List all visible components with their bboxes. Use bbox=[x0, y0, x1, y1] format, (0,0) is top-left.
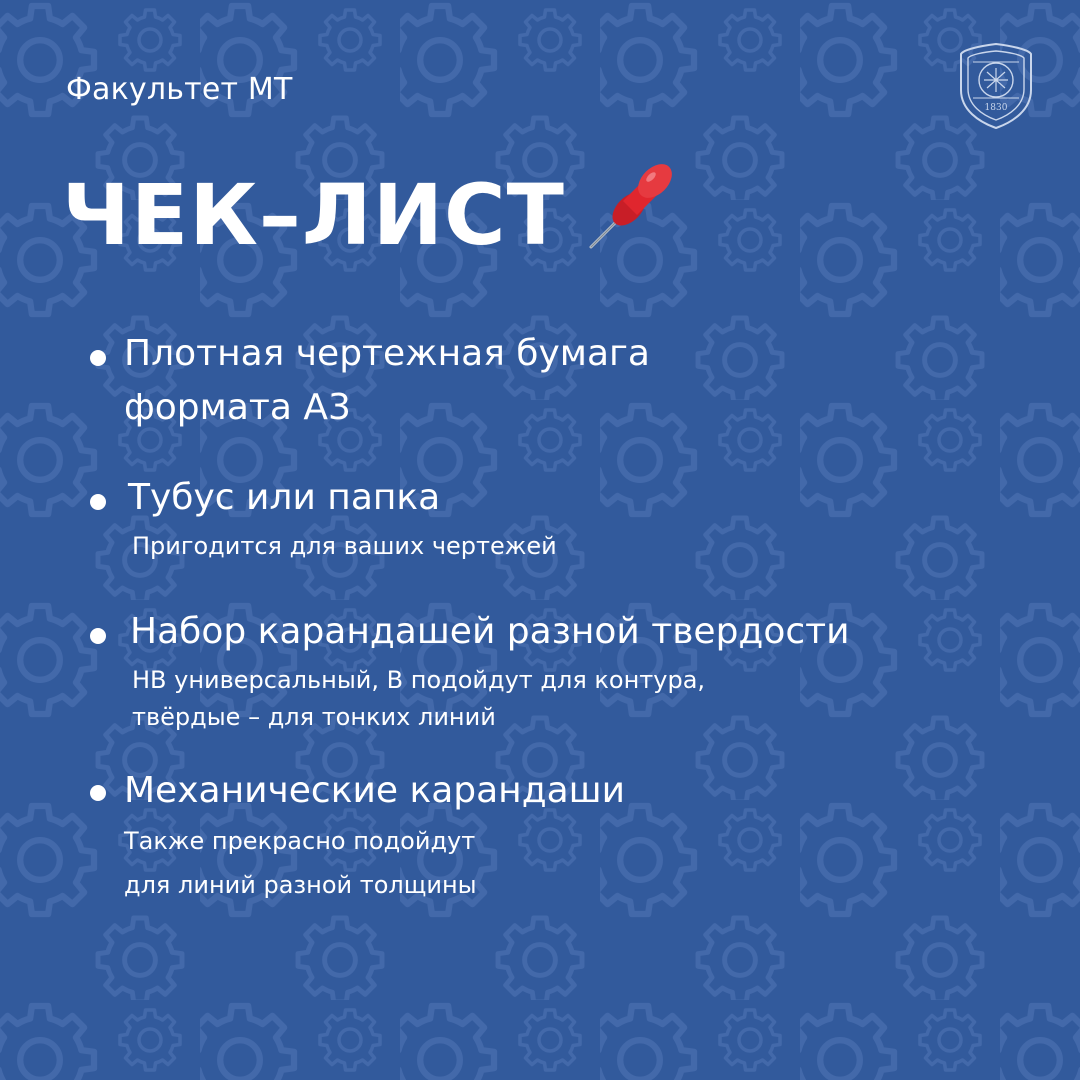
title-row bbox=[62, 160, 683, 270]
item-subtitle: HB универсальный, B подойдут для контура, bbox=[132, 666, 706, 694]
emblem-year: 1830 bbox=[984, 103, 1008, 113]
bullet-icon bbox=[90, 350, 106, 366]
item-subtitle: Также прекрасно подойдут bbox=[124, 827, 476, 855]
university-emblem-icon bbox=[955, 40, 1037, 130]
item-title: Механические карандаши bbox=[124, 770, 625, 811]
item-subtitle: Пригодится для ваших чертежей bbox=[132, 532, 557, 560]
item-title: Набор карандашей разной твердости bbox=[130, 611, 850, 652]
item-title: Плотная чертежная бумага bbox=[124, 333, 650, 374]
item-title: Тубус или папка bbox=[128, 477, 441, 518]
bullet-icon bbox=[90, 785, 106, 801]
faculty-name: Факультет МТ bbox=[66, 72, 293, 107]
bullet-icon bbox=[90, 494, 106, 510]
bullet-icon bbox=[90, 628, 106, 644]
item-subtitle: для линий разной толщины bbox=[124, 871, 477, 899]
pushpin-icon bbox=[583, 155, 683, 255]
item-title: формата А3 bbox=[124, 387, 351, 428]
item-subtitle: твёрдые – для тонких линий bbox=[132, 703, 496, 731]
page-title: ЧЕК–ЛИСТ bbox=[62, 166, 565, 264]
